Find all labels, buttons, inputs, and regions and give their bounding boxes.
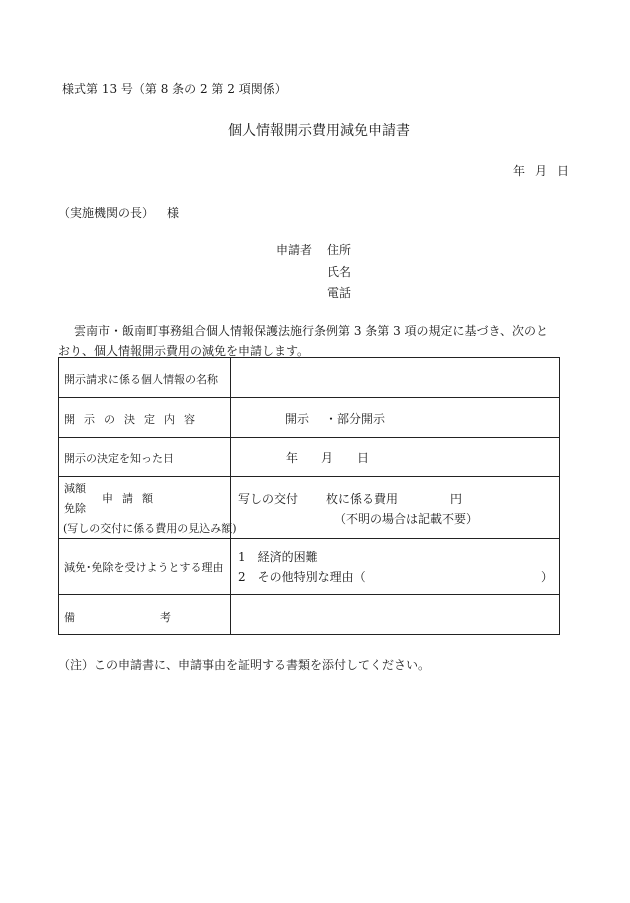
applicant-name-label: 氏名 <box>327 265 352 279</box>
applicant-label: 申請者 <box>276 243 313 257</box>
reason-other-special[interactable]: 2 その他特別な理由（ <box>238 570 366 584</box>
form-number: 様式第 13 号（第 8 条の 2 第 2 項関係） <box>62 82 287 96</box>
reason-other-close-paren: ） <box>541 570 554 584</box>
reduction-label: 減額 <box>64 482 86 495</box>
reason-economic-hardship[interactable]: 1 経済的困難 <box>238 550 318 564</box>
document-title: 個人情報開示費用減免申請書 <box>228 123 410 139</box>
yen-label[interactable]: 円 <box>450 492 463 506</box>
requested-amount-label: 申請額 <box>102 492 162 505</box>
remarks-label-a: 備 <box>64 611 75 624</box>
addressee-org: （実施機関の長） <box>58 206 155 220</box>
table-row-divider <box>59 476 559 477</box>
copy-issuance-label: 写しの交付 <box>238 492 299 506</box>
partial-disclosure-option[interactable]: ・部分開示 <box>325 412 386 426</box>
table-row-divider <box>59 397 559 398</box>
date-day-label: 日 <box>557 164 570 178</box>
table-row-divider <box>59 538 559 539</box>
reason-label: 減免･免除を受けようとする理由 <box>64 561 224 574</box>
requested-amount-note: (写しの交付に係る費用の見込み額) <box>63 522 237 535</box>
unknown-note: （不明の場合は記載不要） <box>334 512 479 526</box>
row-decision-date-label: 開示の決定を知った日 <box>64 452 174 465</box>
row-decision-content-label: 開示の決定内容 <box>64 413 204 426</box>
applicant-address-label: 住所 <box>327 243 352 257</box>
table-row-divider <box>59 594 559 595</box>
date-month-label: 月 <box>535 164 548 178</box>
decision-date-day[interactable]: 日 <box>357 451 370 465</box>
exemption-label: 免除 <box>64 502 86 515</box>
per-sheet-cost-label[interactable]: 枚に係る費用 <box>326 492 399 506</box>
table-row-divider <box>59 437 559 438</box>
disclosure-option[interactable]: 開示 <box>285 412 310 426</box>
applicant-phone-label: 電話 <box>327 286 352 300</box>
row-info-name-label: 開示請求に係る個人情報の名称 <box>64 373 218 386</box>
table-column-divider <box>230 358 231 634</box>
remarks-label-b: 考 <box>160 611 171 624</box>
addressee-honorific: 様 <box>167 206 180 220</box>
date-year-label: 年 <box>513 164 526 178</box>
application-table <box>58 357 560 635</box>
footer-note: （注）この申請書に、申請事由を証明する書類を添付してください。 <box>58 658 431 672</box>
decision-date-month[interactable]: 月 <box>321 451 334 465</box>
body-text-line1: 雲南市・飯南町事務組合個人情報保護法施行条例第 3 条第 3 項の規定に基づき、次のと <box>74 324 549 338</box>
body-text-line2: おり、個人情報開示費用の減免を申請します。 <box>58 344 310 358</box>
decision-date-year[interactable]: 年 <box>286 451 299 465</box>
